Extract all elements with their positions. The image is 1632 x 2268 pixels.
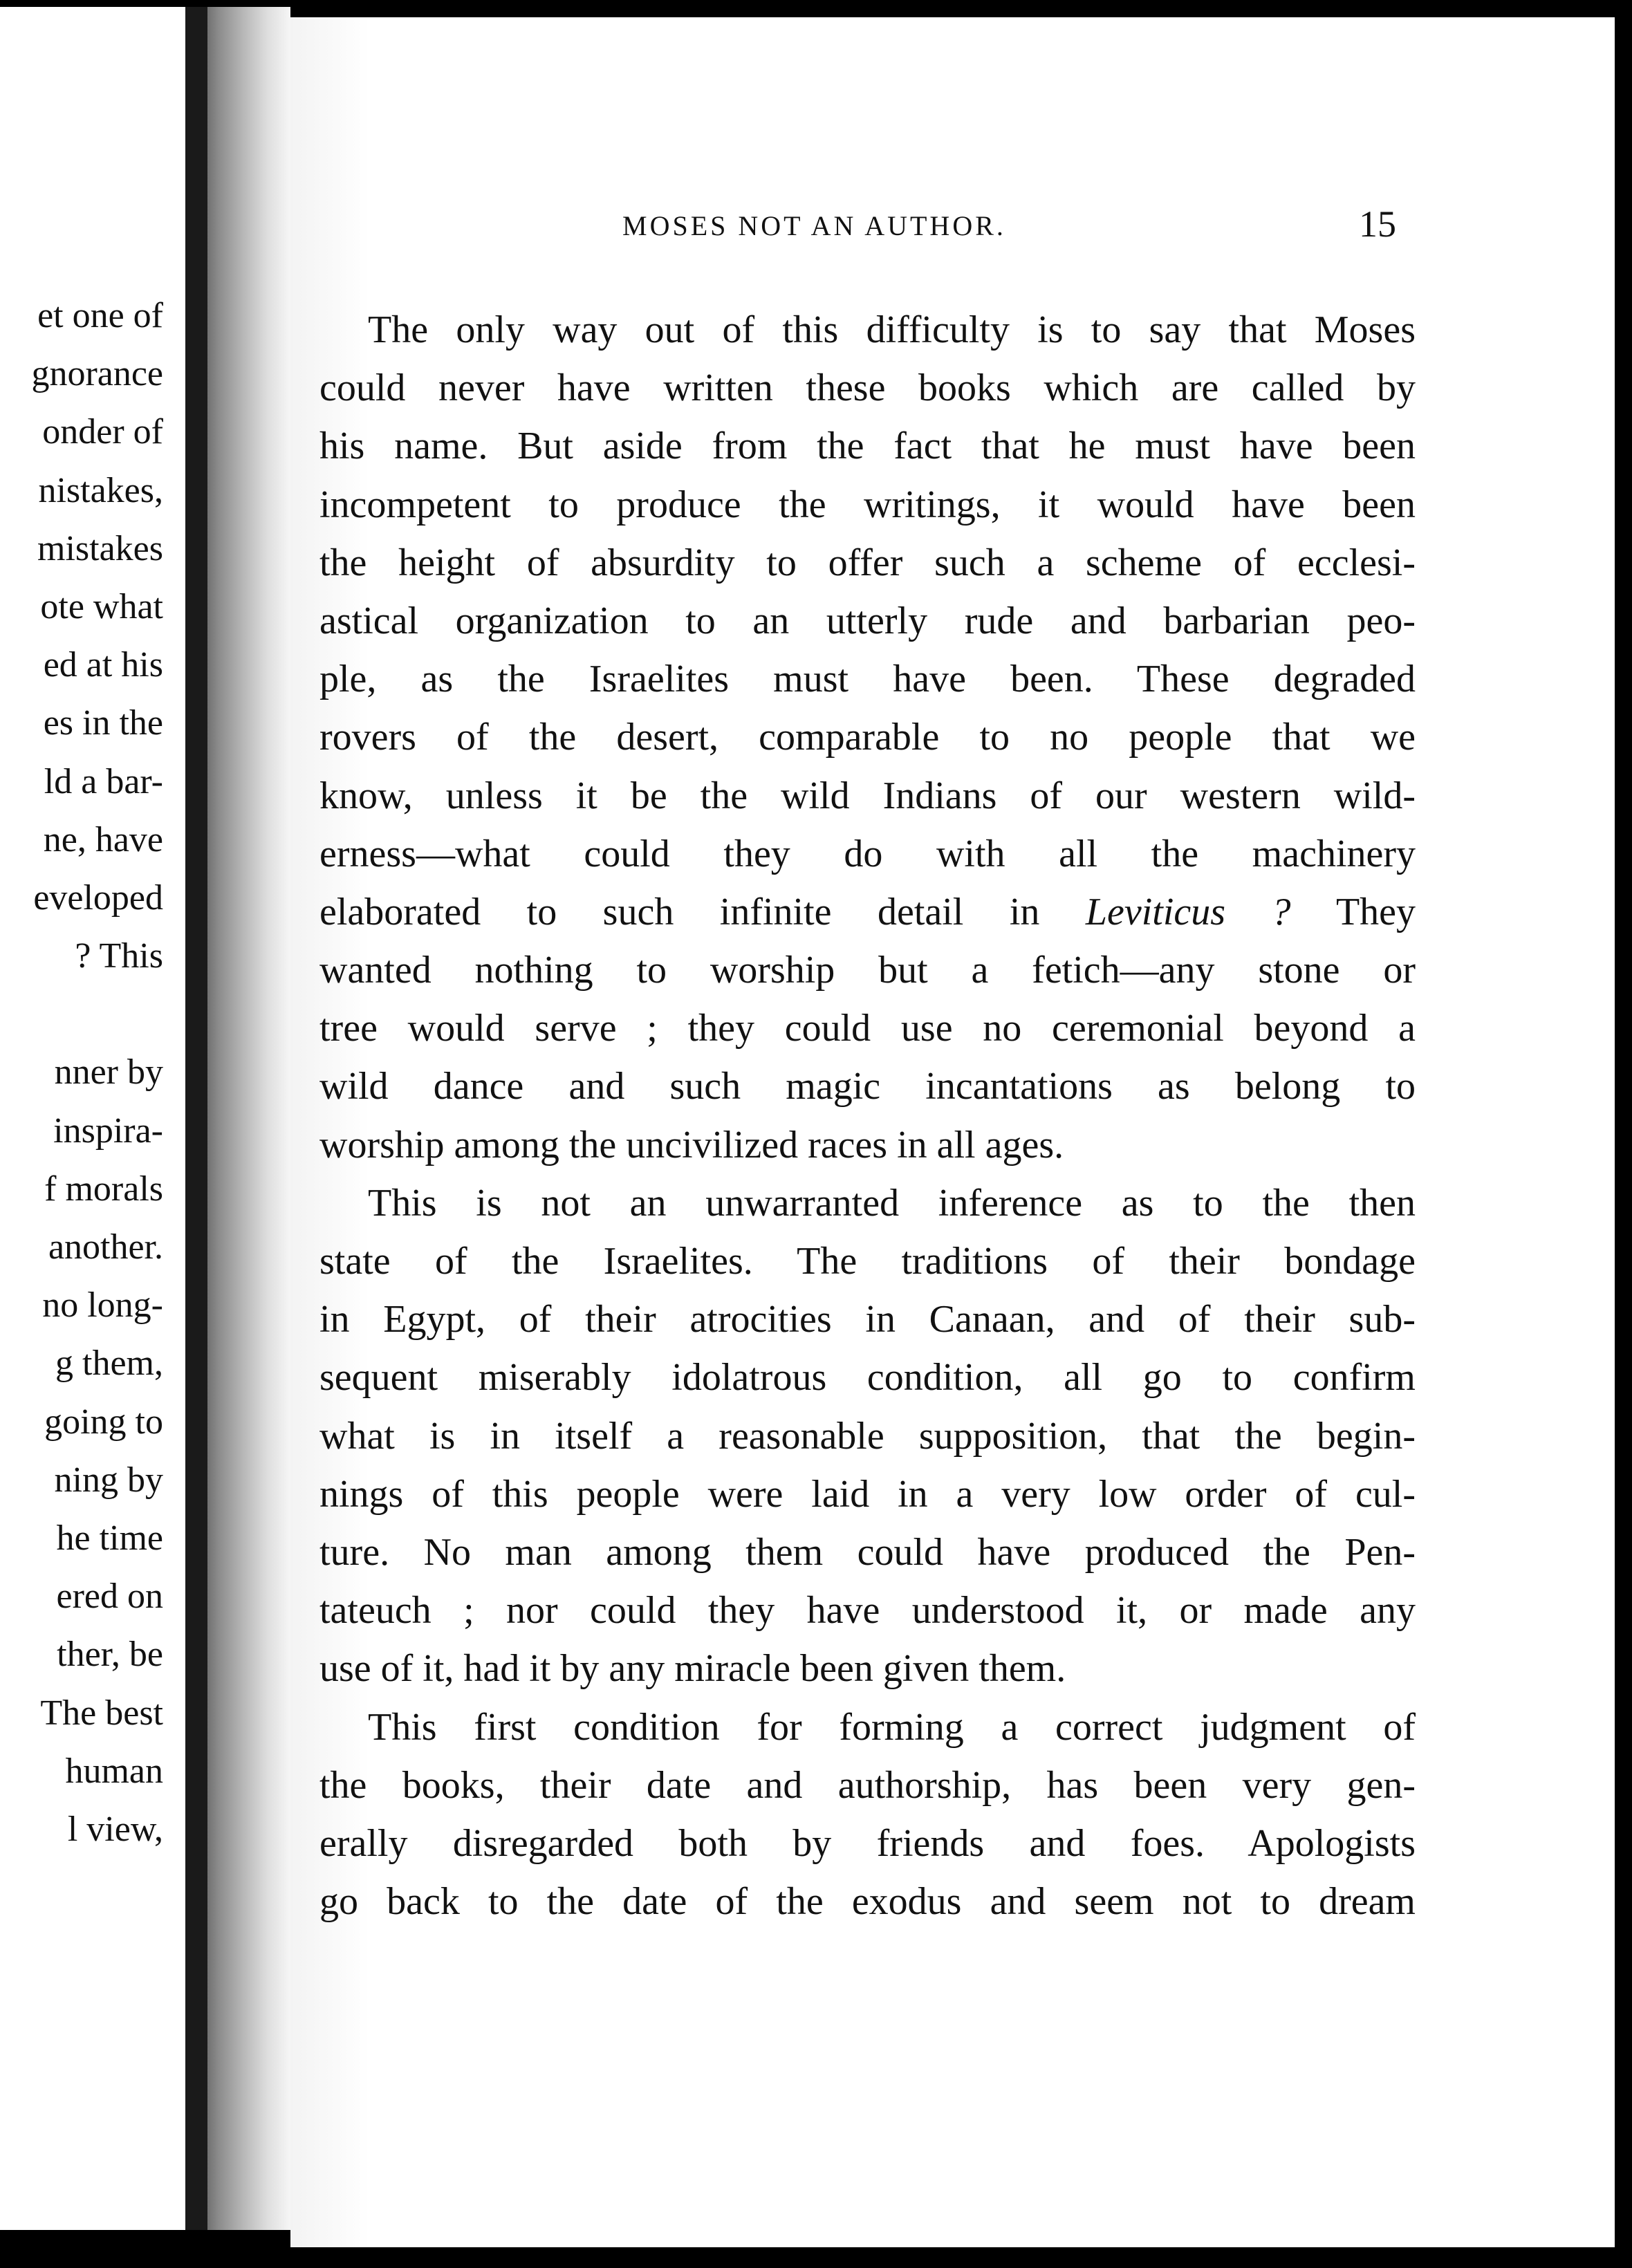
text-segment: elaborated to such infinite detail in <box>319 890 1040 933</box>
left-line: onder of <box>42 412 163 452</box>
text-line: tree would serve ; they could use no ceremonial beyond a <box>319 1007 1416 1050</box>
left-line: going to <box>44 1402 163 1442</box>
gutter-shadow <box>185 7 207 2230</box>
left-line: nistakes, <box>38 470 163 510</box>
left-line: ther, be <box>57 1635 163 1675</box>
text-line: state of the Israelites. The traditions of their bondage <box>319 1240 1416 1283</box>
left-page-lines <box>31 287 163 1859</box>
text-line: rovers of the desert, comparable to no people that we <box>319 716 1416 759</box>
left-page-fragment <box>0 7 187 2230</box>
left-line: another. <box>48 1227 163 1267</box>
left-line: The best <box>40 1693 163 1733</box>
text-line: worship among the uncivilized races in all ages. <box>319 1123 1064 1166</box>
text-line: erness—what could they do with all the machinery <box>319 832 1416 875</box>
left-line: human <box>65 1751 163 1791</box>
left-line: ning by <box>54 1460 163 1500</box>
text-line-with-italic <box>319 883 1416 941</box>
text-line: tateuch ; nor could they have understood it, or made any <box>319 1589 1416 1633</box>
text-line: ple, as the Israelites must have been. These degraded <box>319 658 1416 701</box>
text-line: in Egypt, of their atrocities in Canaan, and of their sub- <box>319 1298 1416 1341</box>
text-line: the books, their date and authorship, has been very gen- <box>319 1763 1416 1807</box>
left-line: inspira- <box>53 1110 163 1151</box>
left-line: nner by <box>54 1052 163 1093</box>
text-line: what is in itself a reasonable supposition, that the begin- <box>319 1414 1416 1458</box>
text-line: The only way out of this difficulty is to say that Moses <box>368 308 1416 351</box>
text-line: incompetent to produce the writings, it would have been <box>319 483 1416 526</box>
left-line: no long- <box>42 1285 163 1326</box>
text-line: use of it, had it by any miracle been given them. <box>319 1647 1066 1691</box>
text-line: wanted nothing to worship but a fetich—any stone or <box>319 949 1416 992</box>
left-line: ed at his <box>43 645 163 685</box>
text-line: nings of this people were laid in a very low order of cul- <box>319 1472 1416 1516</box>
page-number: 15 <box>1359 203 1396 245</box>
left-line: ? This <box>75 936 163 976</box>
text-line: his name. But aside from the fact that he must have been <box>319 425 1416 468</box>
left-line: mistakes <box>37 528 163 568</box>
italic-title: Leviticus ? <box>1085 890 1291 933</box>
left-line <box>31 985 163 1043</box>
text-segment: They <box>1335 890 1416 933</box>
left-line: g them, <box>55 1344 163 1384</box>
left-line: ered on <box>56 1577 163 1617</box>
left-line: gnorance <box>31 354 163 394</box>
text-line: sequent miserably idolatrous condition, all go to confirm <box>319 1356 1416 1400</box>
left-line: he time <box>56 1518 163 1558</box>
left-line: es in the <box>43 703 163 743</box>
left-line: f morals <box>44 1169 163 1209</box>
text-line: ture. No man among them could have produced the Pen- <box>319 1530 1416 1574</box>
right-page <box>290 17 1615 2247</box>
running-head <box>290 203 1615 258</box>
body-text <box>319 301 1416 1931</box>
left-line: et one of <box>37 296 163 335</box>
text-line: erally disregarded both by friends and foes. Apologists <box>319 1821 1416 1865</box>
text-line: This is not an unwarranted inference as to the then <box>368 1181 1416 1225</box>
text-line: astical organization to an utterly rude and barbarian peo- <box>319 599 1416 642</box>
text-line: the height of absurdity to offer such a scheme of ecclesi- <box>319 541 1416 584</box>
text-line: wild dance and such magic incantations as belong to <box>319 1065 1416 1108</box>
text-line: could never have written these books which are called by <box>319 366 1416 410</box>
text-line: go back to the date of the exodus and seem not to dream <box>319 1880 1416 1924</box>
paragraph-3 <box>319 1698 1416 1931</box>
left-line: eveloped <box>33 877 163 918</box>
left-line: l view, <box>67 1809 163 1849</box>
left-line: ne, have <box>43 819 163 859</box>
running-head-title: MOSES NOT AN AUTHOR. <box>622 210 1006 241</box>
left-line: ote what <box>40 586 163 626</box>
paragraph-1 <box>319 301 1416 1174</box>
left-line: ld a bar- <box>44 761 163 801</box>
text-line: This first condition for forming a correct judgment of <box>368 1705 1416 1749</box>
text-line: know, unless it be the wild Indians of our western wild- <box>319 774 1416 817</box>
paragraph-2 <box>319 1174 1416 1698</box>
